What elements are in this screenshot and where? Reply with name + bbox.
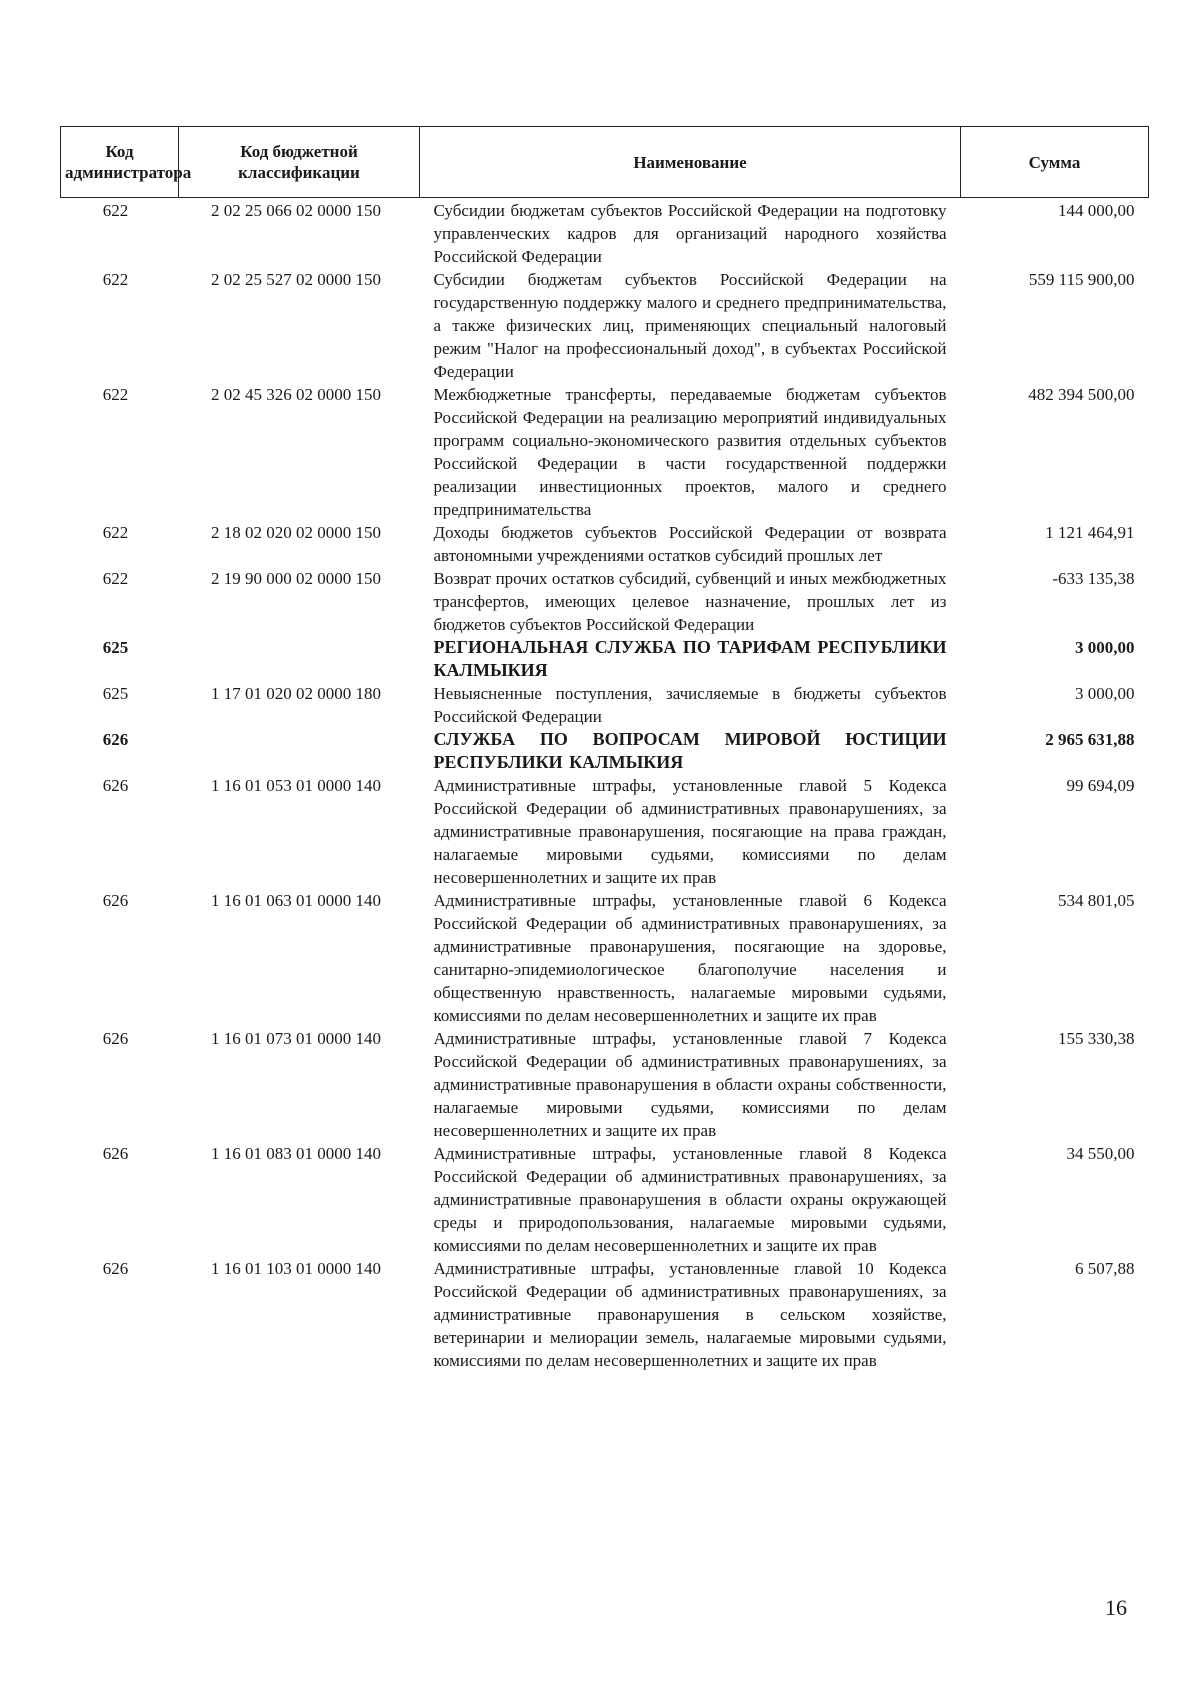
sum-cell: 3 000,00 [1075, 684, 1135, 703]
admin-code-cell: 626 [102, 1259, 129, 1278]
header-name: Наименование [420, 127, 961, 198]
sum-cell: 534 801,05 [1058, 891, 1135, 910]
table-section-row [61, 728, 1149, 774]
table-row [61, 1257, 1149, 1372]
page-number: 16 [1105, 1595, 1127, 1620]
classification-code-cell: 1 16 01 053 01 0000 140 [211, 776, 381, 795]
classification-code-cell: 1 16 01 103 01 0000 140 [211, 1259, 381, 1278]
sum-cell: 559 115 900,00 [1028, 270, 1135, 289]
table-row [61, 268, 1149, 383]
name-cell: Административные штрафы, установленные главой 5 Кодекса Российской Федерации об административных правонарушениях, за административные правонарушения, посягающие на права граждан, налагаемые мировыми судьями, комиссиями по делам несовершеннолетних и защите их прав [433, 776, 947, 887]
header-budget-classification-code: Код бюджетной классификации [179, 127, 420, 198]
classification-code-cell: 1 16 01 073 01 0000 140 [211, 1029, 381, 1048]
admin-code-cell: 622 [102, 569, 129, 588]
table-header-row [61, 127, 1149, 198]
name-cell: РЕГИОНАЛЬНАЯ СЛУЖБА ПО ТАРИФАМ РЕСПУБЛИКИ КАЛМЫКИЯ [433, 637, 947, 680]
name-cell: Невыясненные поступления, зачисляемые в бюджеты субъектов Российской Федерации [433, 684, 947, 726]
admin-code-cell: 622 [102, 201, 129, 220]
header-admin-code: Код администратора [61, 127, 179, 198]
sum-cell: 99 694,09 [1066, 776, 1135, 795]
classification-code-cell [179, 728, 420, 774]
table-header [61, 127, 1149, 198]
classification-code-cell: 1 16 01 083 01 0000 140 [211, 1144, 381, 1163]
admin-code-cell: 626 [102, 1029, 129, 1048]
admin-code-cell: 626 [102, 730, 129, 749]
table-row [61, 521, 1149, 567]
table-row [61, 198, 1149, 269]
admin-code-cell: 626 [102, 891, 129, 910]
classification-code-cell: 2 02 25 527 02 0000 150 [211, 270, 381, 289]
table-body [61, 198, 1149, 1373]
document-sheet [60, 126, 1148, 1372]
table-row [61, 1142, 1149, 1257]
classification-code-cell: 2 02 45 326 02 0000 150 [211, 385, 381, 404]
sum-cell: 6 507,88 [1075, 1259, 1135, 1278]
header-sum: Сумма [961, 127, 1149, 198]
admin-code-cell: 626 [102, 1144, 129, 1163]
admin-code-cell: 625 [102, 638, 129, 657]
classification-code-cell [179, 636, 420, 682]
name-cell: СЛУЖБА ПО ВОПРОСАМ МИРОВОЙ ЮСТИЦИИ РЕСПУБЛИКИ КАЛМЫКИЯ [433, 729, 947, 772]
table-row [61, 1027, 1149, 1142]
sum-cell: 155 330,38 [1058, 1029, 1135, 1048]
name-cell: Административные штрафы, установленные главой 10 Кодекса Российской Федерации об административных правонарушениях, за административные правонарушения в сельском хозяйстве, ветеринарии и мелиорации земель, налагаемые мировыми судьями, комиссиями по делам несовершеннолетних и защите их прав [433, 1259, 947, 1370]
name-cell: Субсидии бюджетам субъектов Российской Федерации на подготовку управленческих кадров для организаций народного хозяйства Российской Федерации [433, 201, 947, 266]
name-cell: Административные штрафы, установленные главой 8 Кодекса Российской Федерации об административных правонарушениях, за административные правонарушения в области охраны окружающей среды и природопользования, налагаемые мировыми судьями, комиссиями по делам несовершеннолетних и защите их прав [433, 1144, 947, 1255]
admin-code-cell: 625 [102, 684, 129, 703]
table-row [61, 567, 1149, 636]
sum-cell: 34 550,00 [1066, 1144, 1135, 1163]
name-cell: Доходы бюджетов субъектов Российской Федерации от возврата автономными учреждениями остатков субсидий прошлых лет [433, 523, 947, 565]
table-row [61, 383, 1149, 521]
classification-code-cell: 1 16 01 063 01 0000 140 [211, 891, 381, 910]
name-cell: Субсидии бюджетам субъектов Российской Федерации на государственную поддержку малого и среднего предпринимательства, а также физических лиц, применяющих специальный налоговый режим "Налог на профессиональный доход", в субъектах Российской Федерации [433, 270, 947, 381]
admin-code-cell: 622 [102, 270, 129, 289]
classification-code-cell: 1 17 01 020 02 0000 180 [211, 684, 381, 703]
classification-code-cell: 2 18 02 020 02 0000 150 [211, 523, 381, 542]
sum-cell: 2 965 631,88 [1045, 730, 1135, 749]
name-cell: Административные штрафы, установленные главой 6 Кодекса Российской Федерации об административных правонарушениях, за административные правонарушения, посягающие на здоровье, санитарно-эпидемиологическое благополучие населения и общественную нравственность, налагаемые мировыми судьями, комиссиями по делам несовершеннолетних и защите их прав [433, 891, 947, 1025]
table-row [61, 682, 1149, 728]
sum-cell: 1 121 464,91 [1045, 523, 1135, 542]
sum-cell: 3 000,00 [1075, 638, 1135, 657]
admin-code-cell: 622 [102, 523, 129, 542]
sum-cell: -633 135,38 [1052, 569, 1135, 588]
table-section-row [61, 636, 1149, 682]
table-row [61, 774, 1149, 889]
sum-cell: 482 394 500,00 [1028, 385, 1135, 404]
name-cell: Возврат прочих остатков субсидий, субвенций и иных межбюджетных трансфертов, имеющих целевое назначение, прошлых лет из бюджетов субъектов Российской Федерации [433, 569, 947, 634]
table-row [61, 889, 1149, 1027]
sum-cell: 144 000,00 [1058, 201, 1135, 220]
classification-code-cell: 2 02 25 066 02 0000 150 [211, 201, 381, 220]
classification-code-cell: 2 19 90 000 02 0000 150 [211, 569, 381, 588]
budget-revenue-table [60, 126, 1149, 1372]
admin-code-cell: 622 [102, 385, 129, 404]
name-cell: Межбюджетные трансферты, передаваемые бюджетам субъектов Российской Федерации на реализацию мероприятий индивидуальных программ социально-экономического развития отдельных субъектов Российской Федерации в части государственной поддержки реализации инвестиционных проектов, малого и среднего предпринимательства [433, 385, 947, 519]
admin-code-cell: 626 [102, 776, 129, 795]
name-cell: Административные штрафы, установленные главой 7 Кодекса Российской Федерации об административных правонарушениях, за административные правонарушения в области охраны собственности, налагаемые мировыми судьями, комиссиями по делам несовершеннолетних и защите их прав [433, 1029, 947, 1140]
